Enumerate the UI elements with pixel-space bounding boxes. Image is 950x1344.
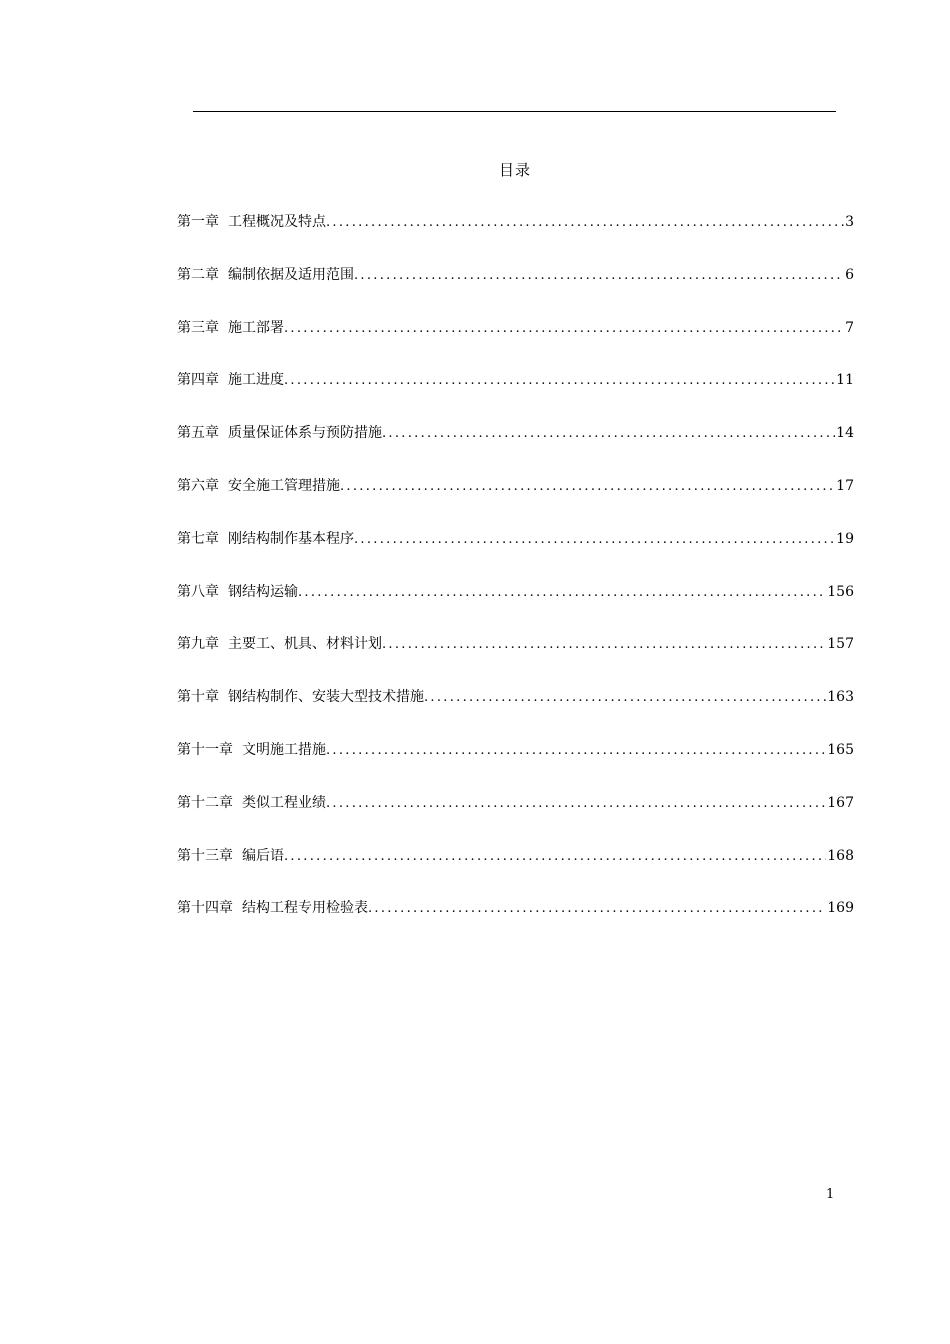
toc-leader-dots	[284, 370, 835, 392]
toc-page-number: 163	[827, 689, 854, 706]
toc-leader-dots	[284, 846, 826, 868]
toc-page-number: 165	[827, 741, 854, 758]
toc-entry-label	[177, 264, 354, 286]
toc-entry-label	[177, 845, 284, 867]
toc-entry-label	[177, 581, 298, 603]
toc-chapter-number: 第四章	[177, 372, 219, 389]
toc-title: 目录	[498, 161, 531, 179]
toc-chapter-title: 类似工程业绩	[242, 794, 326, 811]
toc-entry[interactable]	[177, 792, 854, 845]
toc-leader-dots	[368, 898, 826, 920]
toc-entry[interactable]	[177, 739, 854, 792]
toc-chapter-number: 第九章	[177, 636, 219, 653]
toc-entry[interactable]	[177, 264, 854, 317]
toc-list	[177, 211, 854, 950]
toc-entry-label	[177, 633, 382, 655]
toc-chapter-title: 质量保证体系与预防措施	[228, 425, 382, 442]
toc-entry[interactable]	[177, 317, 854, 370]
toc-chapter-number: 第三章	[177, 319, 219, 336]
toc-chapter-number: 第七章	[177, 530, 219, 547]
toc-chapter-title: 文明施工措施	[242, 741, 326, 758]
toc-page-number: 7	[845, 319, 854, 336]
toc-chapter-number: 第十章	[177, 689, 219, 706]
toc-entry-label	[177, 475, 340, 497]
toc-page-number: 156	[827, 583, 854, 600]
toc-page-number: 157	[827, 636, 854, 653]
toc-leader-dots	[382, 423, 835, 445]
toc-entry-label	[177, 422, 382, 444]
toc-chapter-title: 钢结构运输	[228, 583, 298, 600]
toc-entry-label	[177, 897, 368, 919]
toc-entry[interactable]	[177, 633, 854, 686]
toc-entry-label	[177, 792, 326, 814]
toc-chapter-title: 刚结构制作基本程序	[228, 530, 354, 547]
toc-page-number: 3	[845, 214, 854, 230]
toc-entry[interactable]	[177, 422, 854, 475]
toc-chapter-number: 第五章	[177, 425, 219, 442]
toc-leader-dots	[298, 582, 826, 604]
toc-entry-label	[177, 686, 424, 708]
toc-entry[interactable]	[177, 686, 854, 739]
toc-entry[interactable]	[177, 211, 854, 264]
toc-chapter-title: 结构工程专用检验表	[242, 900, 368, 917]
toc-page-number: 11	[836, 372, 854, 389]
toc-chapter-title: 钢结构制作、安装大型技术措施	[228, 689, 424, 706]
toc-leader-dots	[326, 212, 844, 234]
toc-chapter-number: 第二章	[177, 266, 219, 283]
toc-chapter-number: 第一章	[177, 214, 219, 230]
toc-entry-label	[177, 528, 354, 550]
toc-chapter-title: 施工进度	[228, 372, 284, 389]
toc-chapter-number: 第十四章	[177, 900, 233, 917]
toc-chapter-number: 第十三章	[177, 847, 233, 864]
toc-entry-label	[177, 211, 326, 233]
toc-entry-label	[177, 739, 326, 761]
toc-chapter-title: 编制依据及适用范围	[228, 266, 354, 283]
toc-entry-label	[177, 369, 284, 391]
toc-page-number: 168	[827, 847, 854, 864]
toc-entry[interactable]	[177, 581, 854, 634]
toc-entry[interactable]	[177, 369, 854, 422]
toc-chapter-title: 主要工、机具、材料计划	[228, 636, 382, 653]
toc-leader-dots	[382, 634, 826, 656]
toc-page-number: 14	[836, 425, 854, 442]
toc-page-number: 19	[836, 530, 854, 547]
toc-entry[interactable]	[177, 528, 854, 581]
toc-leader-dots	[424, 687, 826, 709]
toc-leader-dots	[354, 529, 835, 551]
toc-entry[interactable]	[177, 897, 854, 950]
toc-chapter-number: 第十一章	[177, 741, 233, 758]
toc-page-number: 17	[836, 477, 854, 494]
toc-chapter-title: 安全施工管理措施	[228, 477, 340, 494]
toc-page-number: 169	[827, 900, 854, 917]
toc-leader-dots	[354, 265, 844, 287]
toc-leader-dots	[340, 476, 835, 498]
toc-chapter-title: 编后语	[242, 847, 284, 864]
toc-chapter-title: 施工部署	[228, 319, 284, 336]
toc-entry-label	[177, 317, 284, 339]
toc-entry[interactable]	[177, 845, 854, 898]
toc-leader-dots	[326, 740, 826, 762]
toc-chapter-number: 第十二章	[177, 794, 233, 811]
toc-leader-dots	[326, 793, 826, 815]
toc-entry[interactable]	[177, 475, 854, 528]
header-rule	[193, 111, 836, 112]
toc-page-number: 167	[827, 794, 854, 811]
toc-page-number: 6	[845, 266, 854, 283]
toc-leader-dots	[284, 318, 844, 340]
toc-chapter-number: 第六章	[177, 477, 219, 494]
toc-chapter-title: 工程概况及特点	[228, 214, 326, 230]
page-number: 1	[826, 1187, 835, 1202]
toc-chapter-number: 第八章	[177, 583, 219, 600]
